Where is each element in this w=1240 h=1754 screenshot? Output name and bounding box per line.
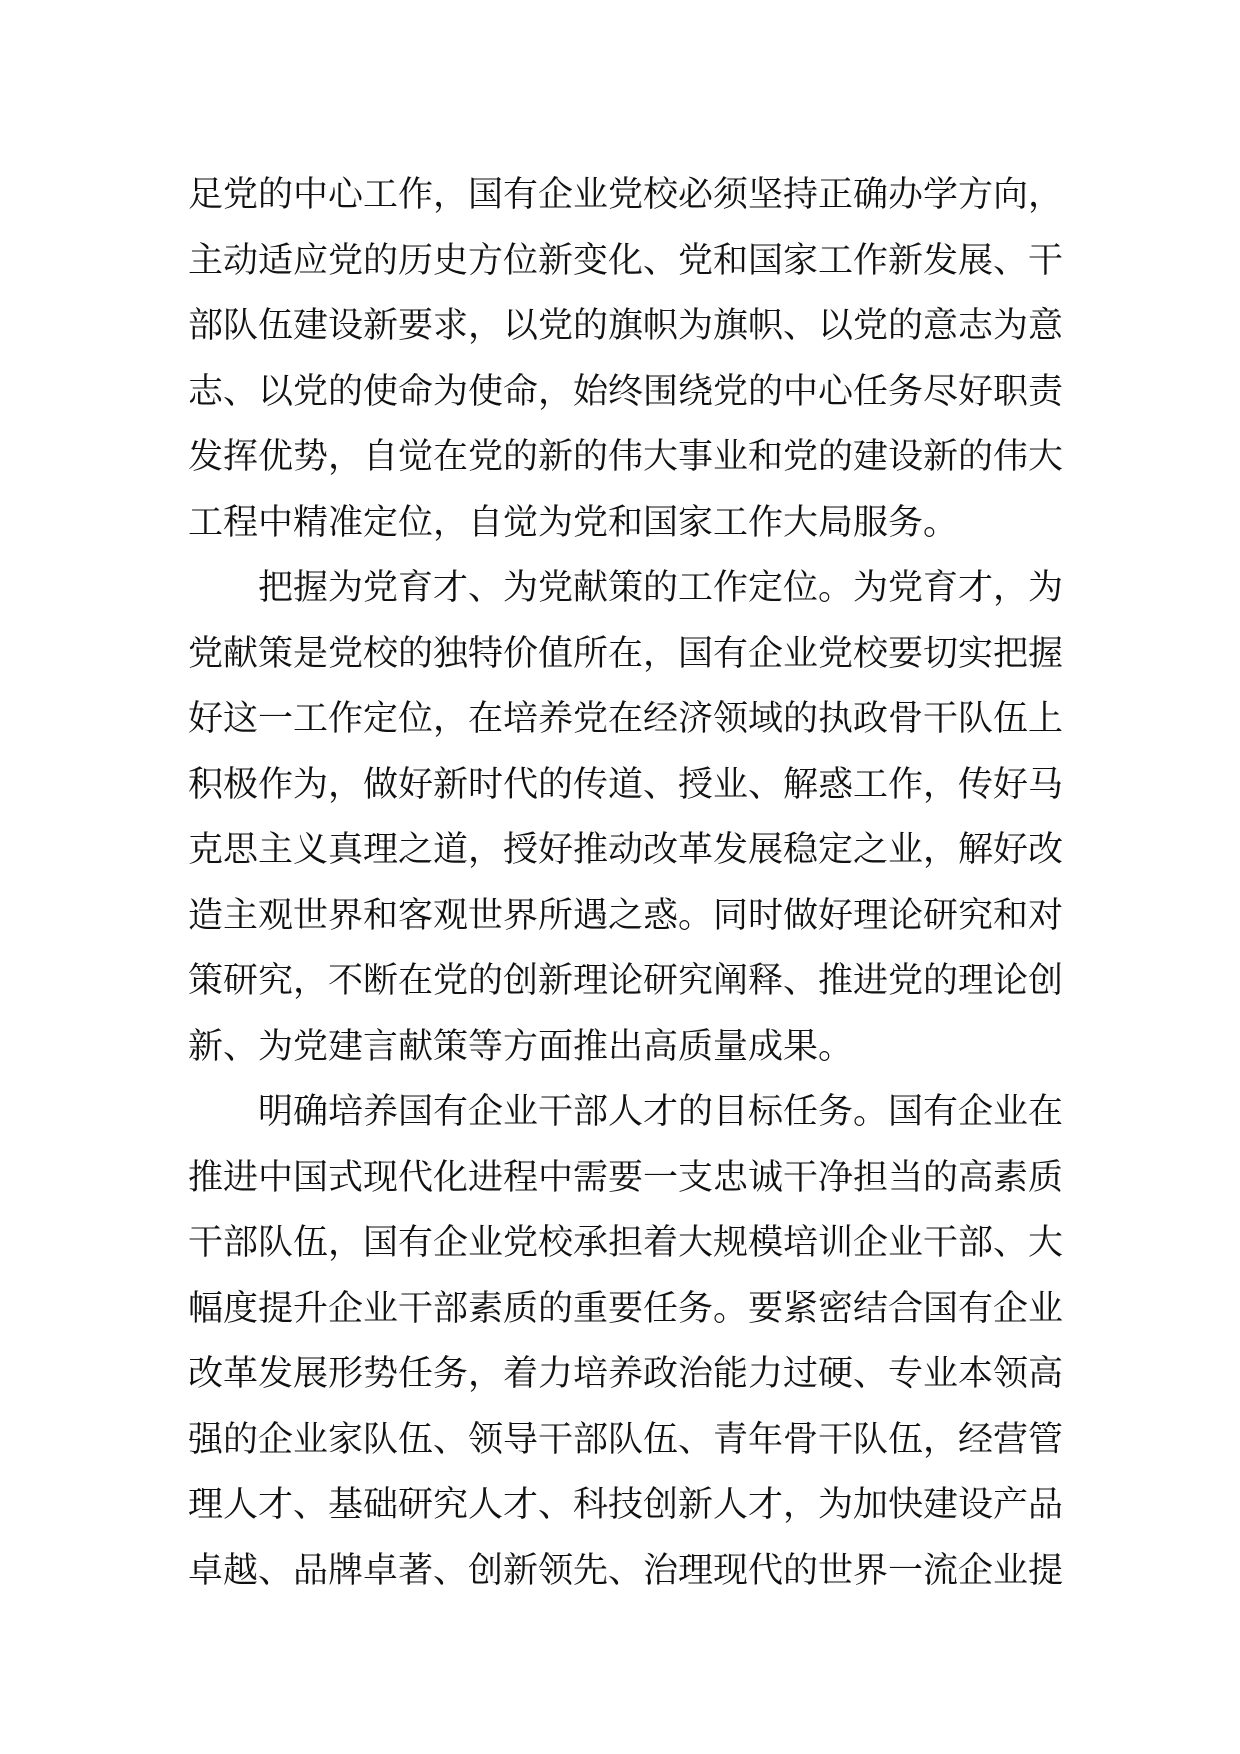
text-line: 积极作为，做好新时代的传道、授业、解惑工作，传好马 — [188, 764, 1064, 805]
body-text — [188, 163, 1068, 1604]
text-line: 改革发展形势任务，着力培养政治能力过硬、专业本领高 — [188, 1354, 1064, 1394]
text-line: 好这一工作定位，在培养党在经济领域的执政骨干队伍上 — [188, 699, 1064, 739]
text-line: 推进中国式现代化进程中需要一支忠诚干净担当的高素质 — [188, 1157, 1064, 1198]
text-line: 新、为党建言献策等方面推出高质量成果。 — [188, 1026, 854, 1067]
paragraph-first-line: 明确培养国有企业干部人才的目标任务。国有企业在 — [258, 1092, 1064, 1132]
text-line: 造主观世界和客观世界所遇之惑。同时做好理论研究和对 — [188, 895, 1064, 936]
text-line: 策研究，不断在党的创新理论研究阐释、推进党的理论创 — [188, 961, 1064, 1001]
paragraph-first-line: 把握为党育才、为党献策的工作定位。为党育才，为 — [258, 568, 1064, 608]
text-line: 工程中精准定位，自觉为党和国家工作大局服务。 — [188, 502, 959, 543]
text-line: 理人才、基础研究人才、科技创新人才，为加快建设产品 — [188, 1485, 1064, 1525]
text-line: 发挥优势，自觉在党的新的伟大事业和党的建设新的伟大 — [188, 437, 1064, 477]
text-line: 足党的中心工作，国有企业党校必须坚持正确办学方向， — [188, 175, 1064, 215]
text-line: 克思主义真理之道，授好推动改革发展稳定之业，解好改 — [188, 830, 1064, 870]
text-line: 部队伍建设新要求，以党的旗帜为旗帜、以党的意志为意 — [188, 306, 1064, 346]
text-line: 幅度提升企业干部素质的重要任务。要紧密结合国有企业 — [188, 1288, 1064, 1329]
text-line: 卓越、品牌卓著、创新领先、治理现代的世界一流企业提 — [188, 1550, 1064, 1591]
text-line: 党献策是党校的独特价值所在，国有企业党校要切实把握 — [188, 633, 1064, 674]
text-line: 志、以党的使命为使命，始终围绕党的中心任务尽好职责 — [188, 371, 1064, 412]
text-line: 干部队伍，国有企业党校承担着大规模培训企业干部、大 — [188, 1223, 1064, 1263]
text-line: 强的企业家队伍、领导干部队伍、青年骨干队伍，经营管 — [188, 1419, 1064, 1460]
text-line: 主动适应党的历史方位新变化、党和国家工作新发展、干 — [188, 240, 1064, 281]
